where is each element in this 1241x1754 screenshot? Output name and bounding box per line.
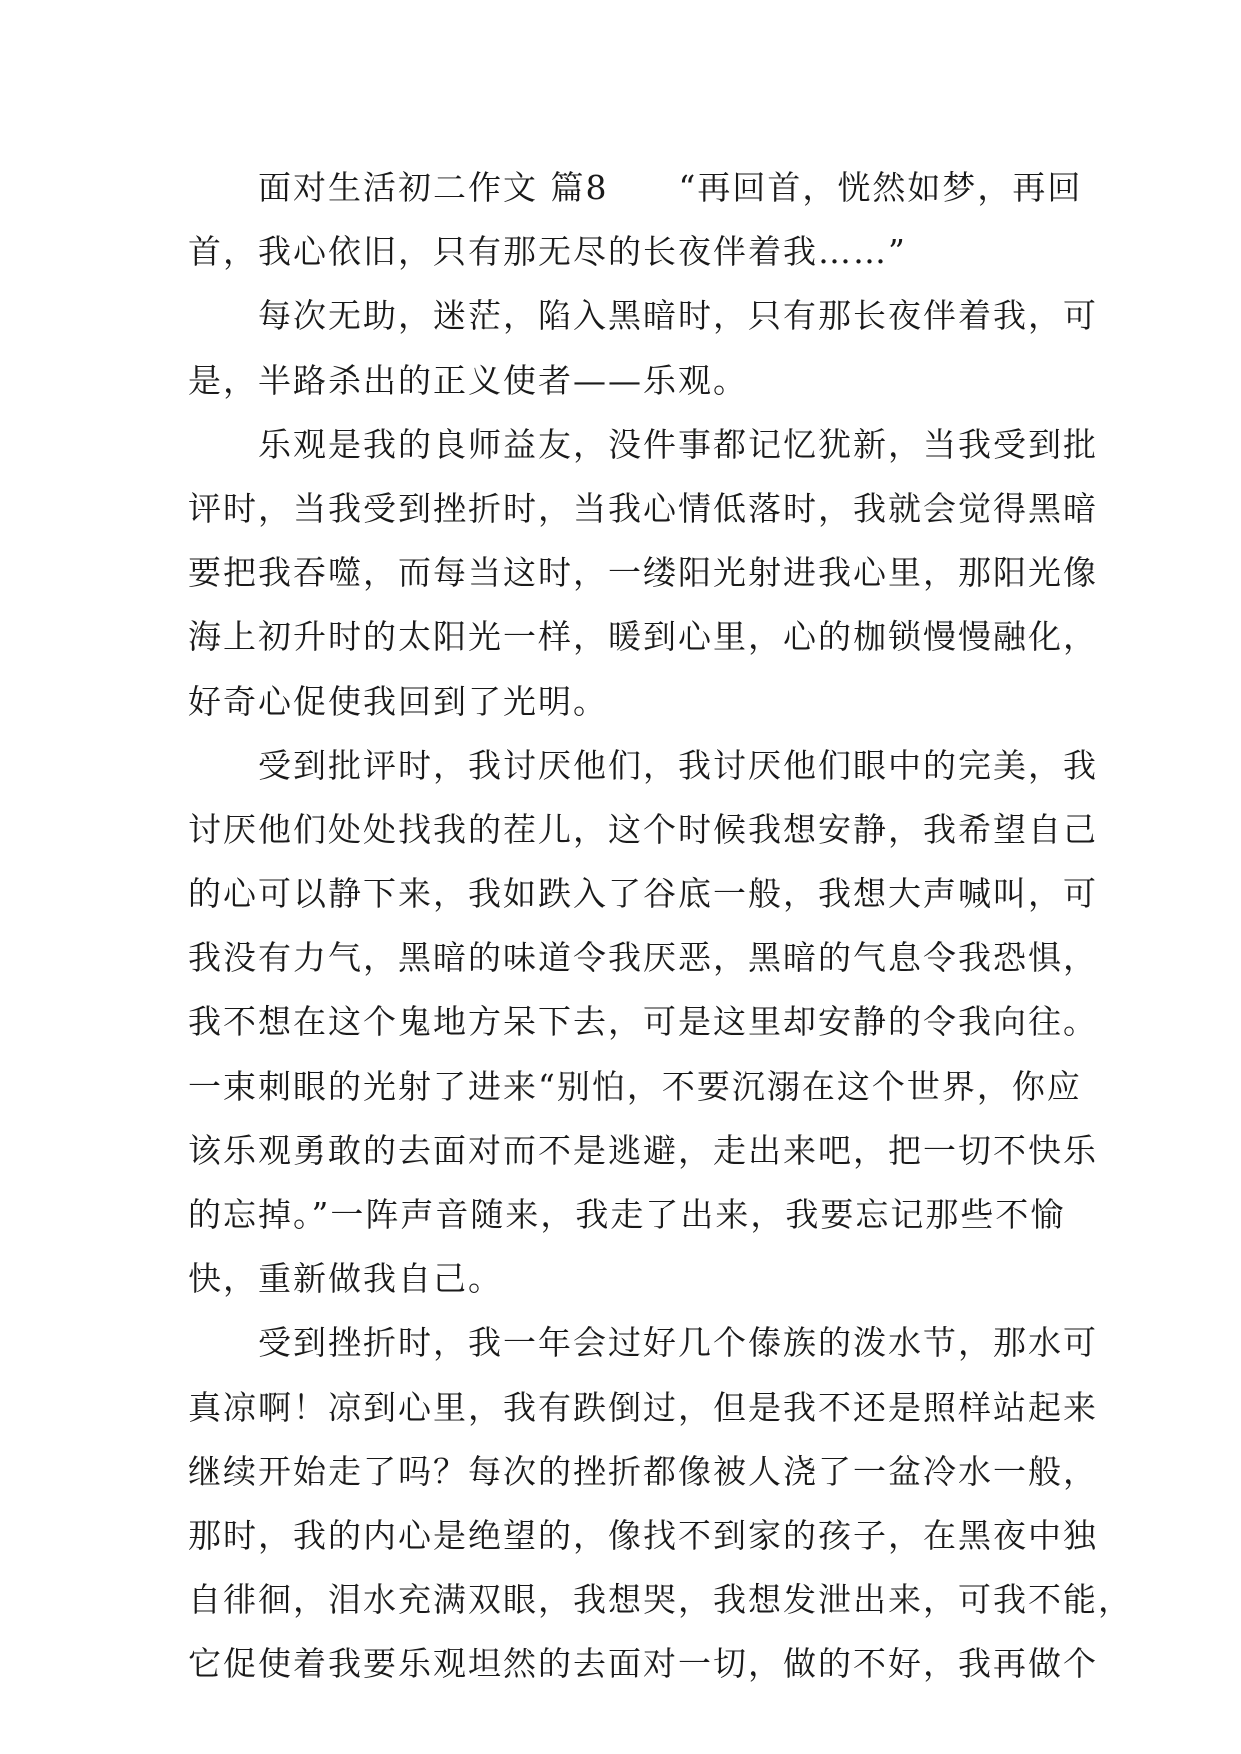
text-line: 是，半路杀出的正义使者——乐观。	[188, 360, 748, 400]
essay-body	[188, 156, 1133, 1697]
text-line: 乐观是我的良师益友，没件事都记忆犹新，当我受到批	[258, 424, 1098, 464]
text-line: 首，我心依旧，只有那无尽的长夜伴着我……”	[188, 232, 907, 272]
text-line: 我不想在这个鬼地方呆下去，可是这里却安静的令我向往。	[188, 1002, 1098, 1042]
text-line: 该乐观勇敢的去面对而不是逃避，走出来吧，把一切不快乐	[188, 1130, 1098, 1170]
text-line: 那时，我的内心是绝望的，像找不到家的孩子，在黑夜中独	[188, 1515, 1098, 1555]
text-line: 每次无助，迷茫，陷入黑暗时，只有那长夜伴着我，可	[258, 296, 1098, 336]
text-line: 的心可以静下来，我如跌入了谷底一般，我想大声喊叫，可	[188, 874, 1098, 914]
text-line: 快，重新做我自己。	[188, 1259, 503, 1299]
text-line: 真凉啊！凉到心里，我有跌倒过，但是我不还是照样站起来	[188, 1387, 1098, 1427]
text-line: 一束刺眼的光射了进来“别怕，不要沉溺在这个世界，你应	[188, 1066, 1082, 1106]
text-line: 受到批评时，我讨厌他们，我讨厌他们眼中的完美，我	[258, 745, 1098, 785]
text-line: 继续开始走了吗？每次的挫折都像被人浇了一盆冷水一般，	[188, 1451, 1098, 1491]
text-line: 受到挫折时，我一年会过好几个傣族的泼水节，那水可	[258, 1323, 1098, 1363]
text-line: 我没有力气，黑暗的味道令我厌恶，黑暗的气息令我恐惧，	[188, 938, 1098, 978]
text-line: 评时，当我受到挫折时，当我心情低落时，我就会觉得黑暗	[188, 488, 1098, 528]
text-line: 讨厌他们处处找我的茬儿，这个时候我想安静，我希望自己	[188, 809, 1098, 849]
text-line: 它促使着我要乐观坦然的去面对一切，做的不好，我再做个	[188, 1644, 1098, 1684]
text-line: 的忘掉。”一阵声音随来，我走了出来，我要忘记那些不愉	[188, 1195, 1066, 1234]
text-line: 要把我吞噬，而每当这时，一缕阳光射进我心里，那阳光像	[188, 553, 1098, 593]
text-line: 面对生活初二作文 篇8 “再回首，恍然如梦，再回	[258, 168, 1083, 207]
text-line: 好奇心促使我回到了光明。	[188, 681, 608, 721]
text-line: 自徘徊，泪水充满双眼，我想哭，我想发泄出来，可我不能，	[188, 1580, 1133, 1620]
text-line: 海上初升时的太阳光一样，暖到心里，心的枷锁慢慢融化，	[188, 617, 1098, 657]
